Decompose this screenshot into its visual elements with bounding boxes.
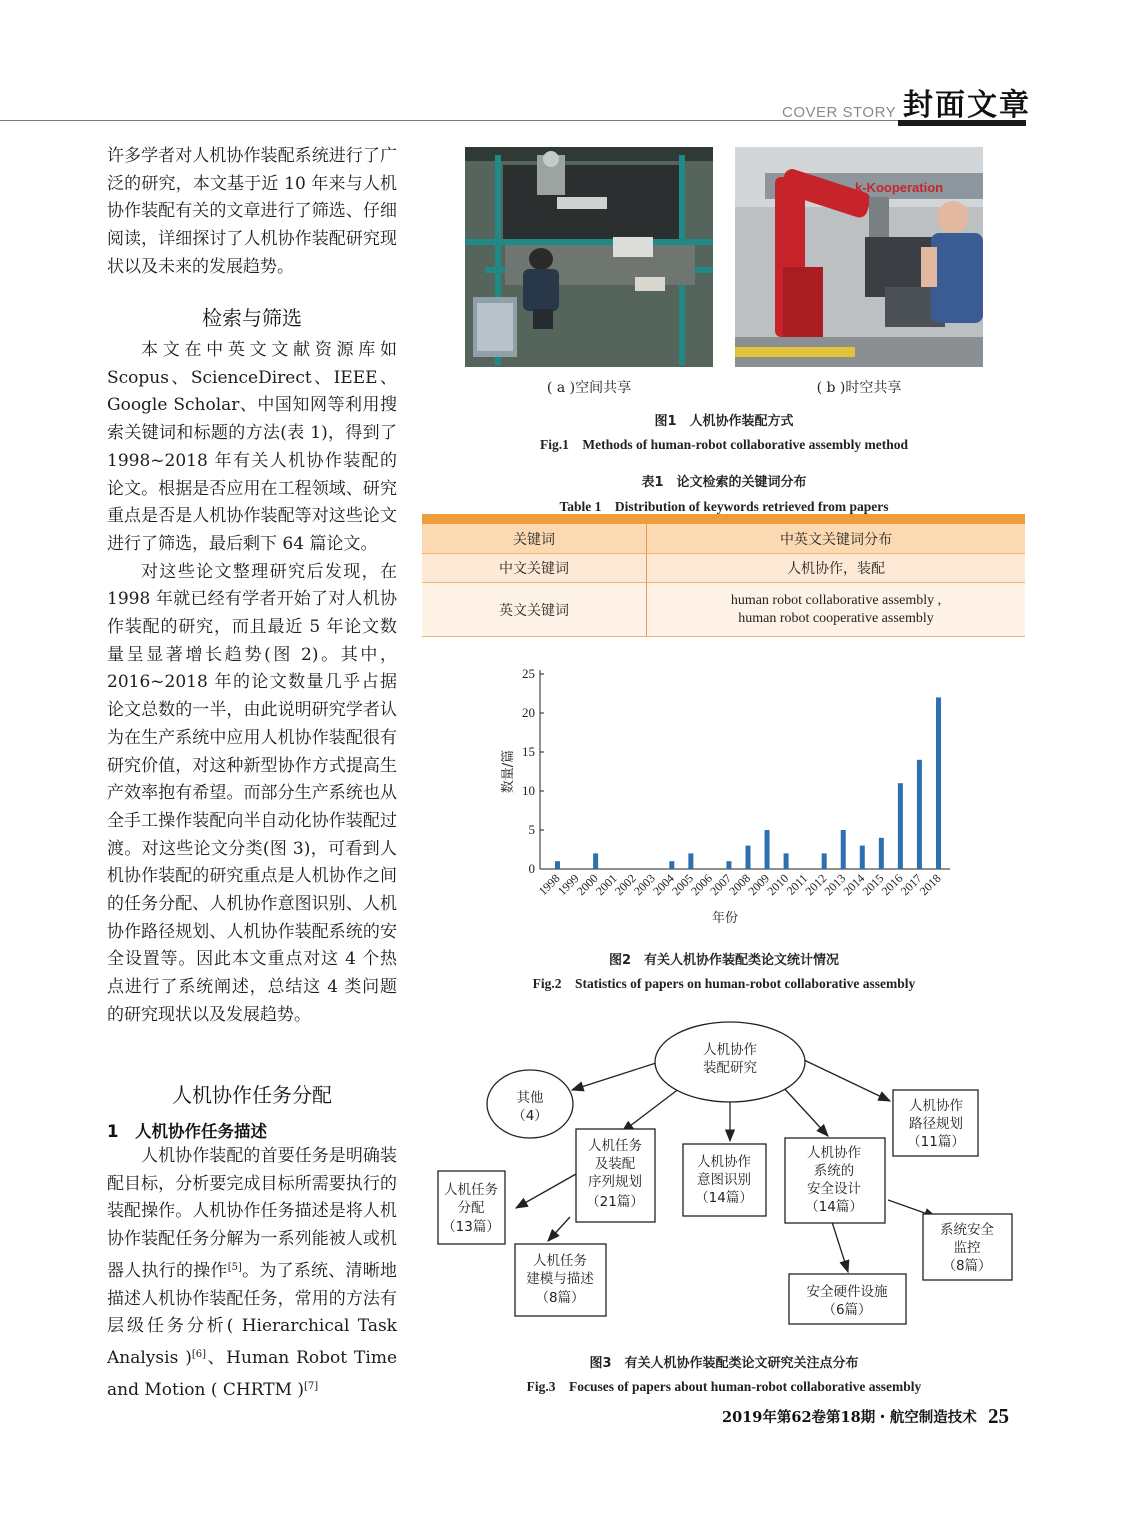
svg-text:人机协作: 人机协作 [697,1154,751,1170]
node-path-planning [893,1090,978,1156]
journal-footer: 2019年第62卷第18期・航空制造技术 [722,1409,977,1426]
table-cell: 人机协作，装配 [647,554,1026,583]
svg-text:（4）: （4） [512,1108,548,1124]
svg-text:建模与描述: 建模与描述 [526,1271,594,1287]
bar [726,861,731,869]
paper-count-chart [490,660,970,944]
x-tick-label: 2004 [650,871,677,899]
y-axis-label: 数量/篇 [501,749,516,794]
x-tick-label: 2000 [573,871,601,899]
table-header-cell: 关键词 [422,524,647,554]
y-tick-label: 20 [522,705,535,720]
citation: [6] [191,1348,207,1360]
section-search-body [107,337,397,1030]
node-task-allocation [438,1171,505,1244]
bar [898,783,903,869]
table-header-cell: 中英文关键词分布 [647,524,1026,554]
node-intent-recognition [683,1144,766,1216]
table-header-row [422,524,1025,554]
paragraph: 本文在中英文文献资源库如Scopus、ScienceDirect、IEEE、Google Scholar、中国知网等利用搜索关键词和标题的方法(表 1)，得到了1998~2018 年有关人机协作装配的论文。根据是否应用在工程领域、研究重点是否是人机协作装配等对这些论文进行了筛选，最后剩下 64 篇论文。 [107,340,397,554]
chart-svg [490,660,970,940]
svg-text:人机任务: 人机任务 [588,1138,642,1154]
keyword-table [422,514,1025,637]
section-title-search: 检索与筛选 [202,306,302,330]
table-cell: 中文关键词 [422,554,647,583]
svg-text:系统安全: 系统安全 [940,1222,994,1238]
svg-text:人机任务: 人机任务 [533,1253,587,1269]
citation: [7] [304,1380,319,1392]
subsection-body [107,1143,397,1404]
bar [879,838,884,869]
table-top-bar [422,514,1025,524]
x-tick-label: 2007 [707,871,735,899]
photo-space-sharing [465,147,713,367]
x-tick-label: 2008 [726,871,754,899]
x-tick-label: 2011 [783,871,811,898]
node-safety-design [785,1138,885,1223]
y-tick-label: 10 [522,783,535,798]
table1-caption-zh: 表1 论文检索的关键词分布 [641,475,807,490]
svg-text:（13篇）: （13篇） [442,1219,500,1235]
svg-text:人机协作: 人机协作 [909,1098,963,1114]
node-root [655,1022,805,1102]
table-cell: human robot collaborative assembly , human robot cooperative assembly [647,583,1026,637]
citation: [5] [227,1261,242,1273]
svg-text:序列规划: 序列规划 [588,1174,642,1190]
bar [860,846,865,869]
svg-text:人机协作: 人机协作 [703,1042,757,1058]
bar [917,760,922,869]
svg-text:人机任务: 人机任务 [444,1182,498,1198]
x-tick-label: 2014 [840,871,868,899]
node-safety-monitoring [923,1214,1012,1280]
wall-sign-text: k-Kooperation [855,180,944,195]
bar [669,861,674,869]
svg-text:（14篇）: （14篇） [805,1199,863,1215]
paragraph: 人机协作装配的首要任务是明确装配目标，分析要完成目标所需要执行的装配操作。人机协作任务描述是将人机协作装配任务分解为一系列能被人或机器人执行的操作[5]。为了系统、清晰地描述人机协作装配任务，常用的方法有层级任务分析( Hierarchical Task Analysis )[6]、Human Robot Time and Motion ( CHRTM )[7] [107,1146,398,1400]
bar [822,853,827,869]
figure1-caption-zh: 图1 人机协作装配方式 [654,414,794,429]
x-tick-label: 2003 [631,871,658,899]
x-axis-label: 年份 [711,911,739,926]
y-tick-label: 0 [528,861,535,876]
intro-paragraph: 许多学者对人机协作装配系统进行了广泛的研究，本文基于近 10 年来与人机协作装配有关的文章进行了筛选、仔细阅读，详细探讨了人机协作装配研究现状以及未来的发展趋势。 [107,146,397,277]
figure3-caption-en: Fig.3 Focuses of papers about human-robot collaborative assembly [526,1379,922,1394]
svg-text:（11篇）: （11篇） [907,1134,965,1150]
bar [841,830,846,869]
figure1-subcaption-a: ( a )空间共享 [546,380,632,396]
table-row [422,583,1025,637]
x-tick-label: 2010 [764,871,792,899]
paragraph: 对这些论文整理研究后发现，在1998 年就已经有学者开始了对人机协作装配的研究，而且最近 5 年论文数量呈显著增长趋势(图 2)。其中，2016~2018 年的论文数量几乎占据论文总数的一半，由此说明研究学者认为在生产系统中应用人机协作装配很有研究价值，对这种新型协作方式提高生产效率抱有希望。而部分生产系统也从全手工操作装配向半自动化协作装配过渡。对这些论文分类(图 3)，可看到人机协作装配的研究重点是人机协作之间的任务分配、人机协作意图识别、人机协作路径规划、人机协作装配系统的安全设置等。因此本文重点对这 4 个热点进行了系统阐述，总结这 4 类问题的研究现状以及发展趋势。 [107,561,397,1025]
y-tick-label: 25 [522,666,535,681]
node-task-modeling [515,1244,606,1316]
svg-text:安全设计: 安全设计 [807,1181,861,1197]
node-task-sequence [576,1129,655,1222]
x-tick-label: 2017 [897,871,925,899]
figure1-subcaption-b: ( b )时空共享 [816,380,902,396]
figure2-caption-zh: 图2 有关人机协作装配类论文统计情况 [608,953,840,968]
x-tick-label: 2012 [802,871,830,899]
svg-text:系统的: 系统的 [813,1163,855,1179]
table-cell: 英文关键词 [422,583,647,637]
table1-caption-en: Table 1 Distribution of keywords retrieved from papers [559,499,889,514]
table-row [422,554,1025,583]
bar [784,853,789,869]
node-other [487,1070,573,1138]
bar [765,830,770,869]
x-tick-label: 2009 [745,871,773,899]
svg-text:路径规划: 路径规划 [909,1116,963,1132]
y-tick-label: 5 [528,822,535,837]
research-focus-diagram [430,1018,1030,1352]
x-tick-label: 2006 [688,871,716,899]
subsection-title-task-description: 1 人机协作任务描述 [107,1122,267,1141]
bar [688,853,693,869]
section-label-en: COVER STORY [782,104,897,121]
y-tick-label: 15 [522,744,535,759]
svg-text:分配: 分配 [457,1200,485,1216]
svg-text:意图识别: 意图识别 [697,1172,751,1188]
x-tick-label: 1998 [535,871,563,899]
svg-text:监控: 监控 [953,1240,981,1256]
svg-text:（21篇）: （21篇） [586,1194,644,1210]
bar [555,861,560,869]
svg-text:（8篇）: （8篇） [942,1258,992,1274]
figure2-caption-en: Fig.2 Statistics of papers on human-robot collaborative assembly [532,976,916,991]
section-label-zh: 封面文章 [903,88,1031,123]
figure3-caption-zh: 图3 有关人机协作装配类论文研究关注点分布 [589,1356,859,1371]
bar [936,697,941,869]
svg-text:（6篇）: （6篇） [822,1302,872,1318]
section-title-task-allocation: 人机协作任务分配 [172,1083,332,1107]
figure1-caption-en: Fig.1 Methods of human-robot collaborative assembly method [540,437,908,452]
x-tick-label: 2015 [859,871,887,899]
bar [746,846,751,869]
svg-text:人机协作: 人机协作 [807,1145,861,1161]
svg-text:其他: 其他 [516,1090,544,1106]
svg-text:及装配: 及装配 [594,1156,636,1172]
photo-time-space-sharing [735,147,983,367]
x-tick-label: 2018 [916,871,944,899]
x-tick-label: 2013 [821,871,849,899]
page-number: 25 [988,1404,1009,1428]
node-safety-hardware [789,1274,906,1324]
bar [593,853,598,869]
x-tick-label: 2005 [669,871,696,899]
svg-text:装配研究: 装配研究 [703,1060,757,1076]
x-tick-label: 1999 [554,871,582,899]
svg-text:安全硬件设施: 安全硬件设施 [806,1284,888,1300]
x-tick-label: 2016 [878,871,906,899]
svg-text:（14篇）: （14篇） [695,1190,753,1206]
x-tick-label: 2001 [592,871,620,899]
svg-text:（8篇）: （8篇） [535,1290,585,1306]
x-tick-label: 2002 [611,871,639,899]
